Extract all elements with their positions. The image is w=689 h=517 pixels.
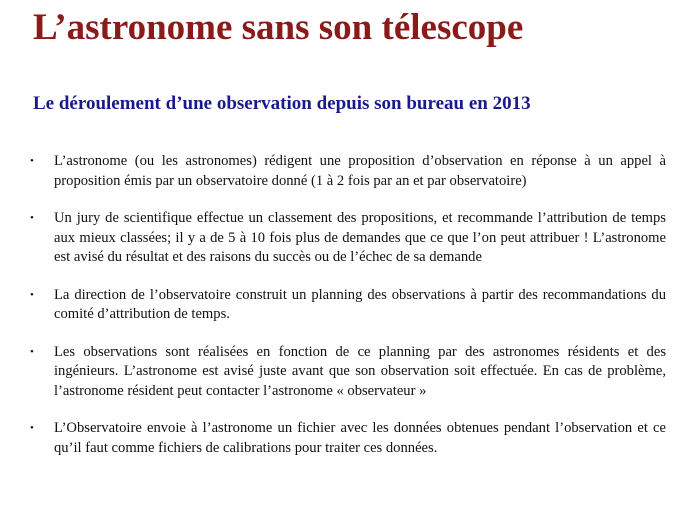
bullet-item: [30, 209, 666, 268]
bullet-list: [30, 152, 666, 476]
bullet-item: [30, 152, 666, 191]
bullet-item: [30, 343, 666, 402]
bullet-text: La direction de l’observatoire construit un planning des observations à partir des recommandations du comité d’attribution de temps.: [54, 286, 666, 322]
slide-subtitle: Le déroulement d’une observation depuis son bureau en 2013: [33, 93, 531, 114]
bullet-item: [30, 419, 666, 458]
bullet-marker: •: [30, 345, 34, 358]
bullet-marker: •: [30, 288, 34, 301]
bullet-text: L’Observatoire envoie à l’astronome un fichier avec les données obtenues pendant l’observation et ce qu’il faut comme fichiers de calibrations pour traiter ces données.: [54, 420, 666, 456]
bullet-text: Les observations sont réalisées en fonction de ce planning par des astronomes résidents et des ingénieurs. L’astronome est avisé juste avant que son observation soit effectuée. En cas de problème, l’astronome résident peut contacter l’astronome « observateur »: [54, 343, 666, 399]
bullet-text: L’astronome (ou les astronomes) rédigent une proposition d’observation en réponse à un appel à proposition émis par un observatoire donné (1 à 2 fois par an et par observatoire): [54, 153, 666, 189]
bullet-item: [30, 286, 666, 325]
slide-title: L’astronome sans son télescope: [33, 7, 524, 48]
bullet-marker: •: [30, 422, 34, 434]
bullet-text: Un jury de scientifique effectue un classement des propositions, et recommande l’attribution de temps aux mieux classées; il y a de 5 à 10 fois plus de demandes que ce que l’on peut attribuer ! L’astronome est avisé du résultat et des raisons du succès ou de l’échec de sa demande: [54, 210, 666, 265]
bullet-marker: •: [30, 155, 34, 167]
bullet-marker: •: [30, 212, 34, 224]
